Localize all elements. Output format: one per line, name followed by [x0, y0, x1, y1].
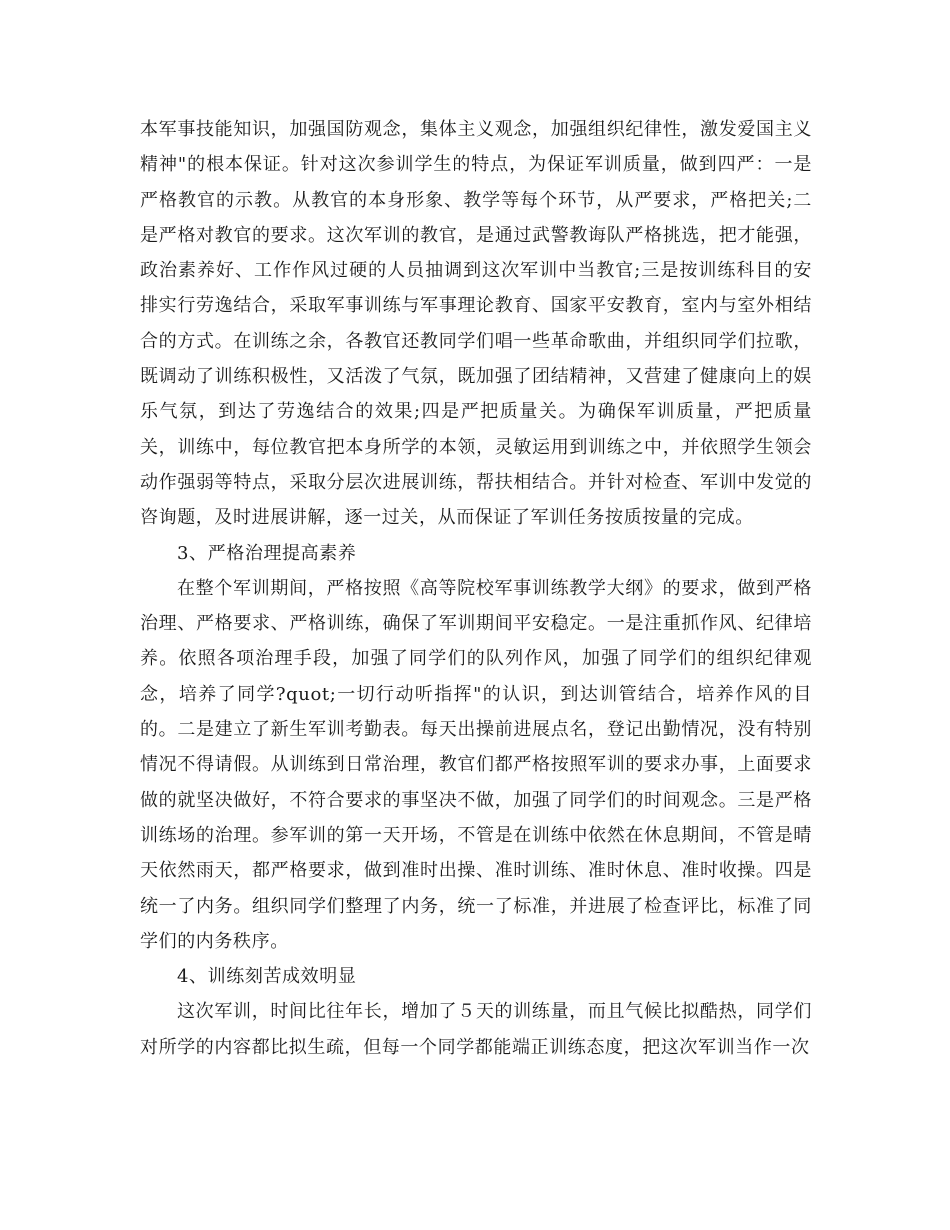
section-heading-3: 3、严格治理提高素养 [177, 542, 357, 564]
paragraph-continued: 本军事技能知识，加强国防观念，集体主义观念，加强组织纪律性，激发爱国主义精神"的根本保证。针对这次参训学生的特点，为保证军训质量，做到四严：一是严格教官的示教。从教官的本身形象、教学等每个环节，从严要求，严格把关;二是严格对教官的要求。这次军训的教官，是通过武警教诲队严格挑选，把才能强，政治素养好、工作作风过硬的人员抽调到这次军训中当教官;三是按训练科目的安排实行劳逸结合，采取军事训练与军事理论教育、国家平安教育，室内与室外相结合的方式。在训练之余，各教官还教同学们唱一些革命歌曲，并组织同学们拉歌，既调动了训练积极性，又活泼了气氛，既加强了团结精神，又营建了健康向上的娱乐气氛，到达了劳逸结合的效果;四是严把质量关。为确保军训质量，严把质量关，训练中，每位教官把本身所学的本领，灵敏运用到训练之中，并依照学生领会动作强弱等特点，采取分层次进展训练，帮扶相结合。并针对检查、军训中发觉的咨询题，及时进展讲解，逐一过关，从而保证了军训任务按质按量的完成。 [140, 119, 812, 529]
section-heading-4: 4、训练刻苦成效明显 [177, 966, 357, 988]
paragraph-management: 在整个军训期间，严格按照《高等院校军事训练教学大纲》的要求，做到严格治理、严格要求、严格训练，确保了军训期间平安稳定。一是注重抓作风、纪律培养。依照各项治理手段，加强了同学们的队列作风，加强了同学们的组织纪律观念，培养了同学?quot;一切行动听指挥"的认识，到达训管结合，培养作风的目的。二是建立了新生军训考勤表。每天出操前进展点名，登记出勤情况，没有特别情况不得请假。从训练到日常治理，教官们都严格按照军训的要求办事，上面要求做的就坚决做好，不符合要求的事坚决不做，加强了同学们的时间观念。三是严格训练场的治理。参军训的第一天开场，不管是在训练中依然在休息期间，不管是晴天依然雨天，都严格要求，做到准时出操、准时训练、准时休息、准时收操。四是统一了内务。组织同学们整理了内务，统一了标准，并进展了检查评比，标准了同学们的内务秩序。 [140, 577, 812, 952]
paragraph-training: 这次军训，时间比往年长，增加了５天的训练量，而且气候比拟酷热，同学们对所学的内容都比拟生疏，但每一个同学都能端正训练态度，把这次军训当作一次 [140, 1001, 812, 1058]
document-body [140, 112, 812, 1065]
